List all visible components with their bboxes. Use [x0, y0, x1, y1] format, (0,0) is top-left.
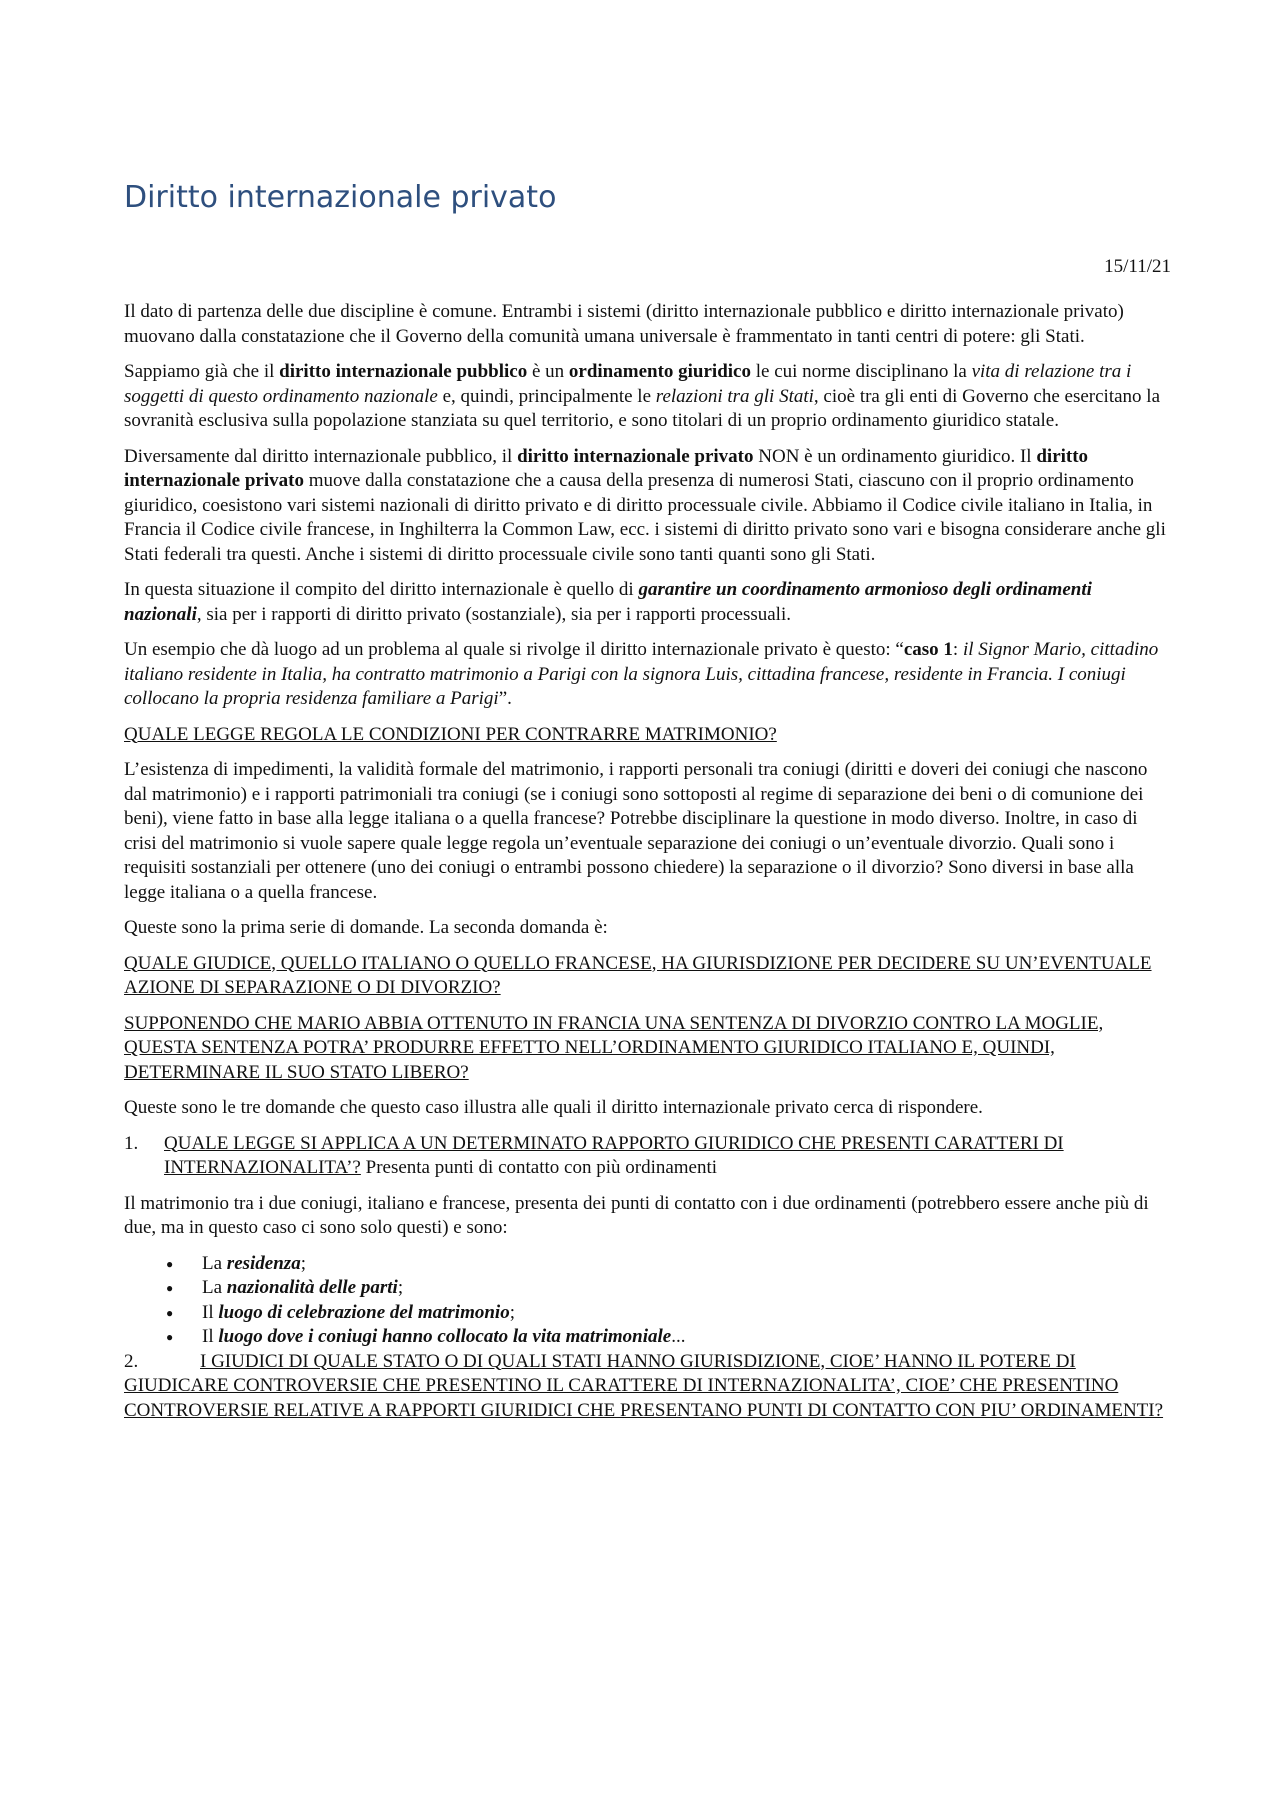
- list-item: ● Il luogo di celebrazione del matrimonio;: [166, 1301, 1172, 1326]
- paragraph-contact-points: Il matrimonio tra i due coniugi, italiano e francese, presenta dei punti di contatto con i due ordinamenti (potrebbero essere anche più di due, ma in questo caso ci sono solo questi) e sono:: [124, 1192, 1149, 1238]
- list-number: 2.: [124, 1350, 139, 1372]
- list-item: ● Il luogo dove i coniugi hanno collocato la vita matrimoniale...: [166, 1325, 1172, 1350]
- paragraph-coordination: In questa situazione il compito del diritto internazionale è quello di garantire un coordinamento armonioso degli ordinamenti nazionali, sia per i rapporti di diritto privato (sostanziale), sia per i rapporti processuali.: [124, 579, 1092, 625]
- question-heading-jurisdiction: QUALE GIUDICE, QUELLO ITALIANO O QUELLO FRANCESE, HA GIURISDIZIONE PER DECIDERE SU UN’EVENTUALE AZIONE DI SEPARAZIONE O DI DIVORZIO?: [124, 952, 1152, 998]
- paragraph-intro: Il dato di partenza delle due discipline è comune. Entrambi i sistemi (diritto internazionale pubblico e diritto internazionale privato) muovano dalla constatazione che il Governo della comunità umana universale è frammentato in tanti centri di potere: gli Stati.: [124, 301, 1124, 347]
- paragraph-second-question: Queste sono la prima serie di domande. La seconda domanda è:: [124, 917, 608, 938]
- paragraph-public-law: Sappiamo già che il diritto internazionale pubblico è un ordinamento giuridico le cui norme disciplinano la vita di relazione tra i soggetti di questo ordinamento nazionale e, quindi, principalmente le relazioni tra gli Stati, cioè tra gli enti di Governo che esercitano la sovranità esclusiva sulla popolazione stanziata su quel territorio, e sono titolari di un proprio ordinamento giuridico statale.: [124, 361, 1161, 431]
- document-title: Diritto internazionale privato: [124, 180, 557, 215]
- numbered-question-2: 2. I GIUDICI DI QUALE STATO O DI QUALI STATI HANNO GIURISDIZIONE, CIOE’ HANNO IL POTERE DI GIUDICARE CONTROVERSIE CHE PRESENTINO IL CARATTERE DI INTERNAZIONALITA’, CIOE’ CHE PRESENTINO CONTROVERSIE RELATIVE A RAPPORTI GIURIDICI CHE PRESENTANO PUNTI DI CONTATTO CON PIU’ ORDINAMENTI?: [124, 1350, 1164, 1421]
- list-item: ● La residenza;: [166, 1252, 1172, 1277]
- document-body: [124, 300, 1172, 1434]
- paragraph-private-law: Diversamente dal diritto internazionale pubblico, il diritto internazionale privato NON è un ordinamento giuridico. Il diritto internazionale privato muove dalla constatazione che a causa della presenza di numerosi Stati, ciascuno con il proprio ordinamento giuridico, coesistono vari sistemi nazionali di diritto privato e di diritto processuale civile. Abbiamo il Codice civile italiano in Italia, in Francia il Codice civile francese, in Inghilterra la Common Law, ecc. i sistemi di diritto privato sono vari e bisogna considerare anche gli Stati federali tra questi. Anche i sistemi di diritto processuale civile sono tanti quanti sono gli Stati.: [124, 445, 1166, 565]
- paragraph-case-1: Un esempio che dà luogo ad un problema al quale si rivolge il diritto internazionale privato è questo: “caso 1: il Signor Mario, cittadino italiano residente in Italia, ha contratto matrimonio a Parigi con la signora Luis, cittadina francese, residente in Francia. I coniugi collocano la propria residenza familiare a Parigi”.: [124, 639, 1159, 709]
- list-number: 1.: [124, 1132, 139, 1154]
- list-item: ● La nazionalità delle parti;: [166, 1276, 1172, 1301]
- question-heading-recognition: SUPPONENDO CHE MARIO ABBIA OTTENUTO IN FRANCIA UNA SENTENZA DI DIVORZIO CONTRO LA MOGLIE, QUESTA SENTENZA POTRA’ PRODURRE EFFETTO NELL’ORDINAMENTO GIURIDICO ITALIANO E, QUINDI, DETERMINARE IL SUO STATO LIBERO?: [124, 1012, 1104, 1083]
- paragraph-three-questions: Queste sono le tre domande che questo caso illustra alle quali il diritto internazionale privato cerca di rispondere.: [124, 1097, 983, 1118]
- numbered-question-1: 1. QUALE LEGGE SI APPLICA A UN DETERMINATO RAPPORTO GIURIDICO CHE PRESENTI CARATTERI DI INTERNAZIONALITA’? Presenta punti di contatto con più ordinamenti: [124, 1132, 1172, 1181]
- contact-points-list: [124, 1252, 1172, 1350]
- question-heading-law: QUALE LEGGE REGOLA LE CONDIZIONI PER CONTRARRE MATRIMONIO?: [124, 723, 777, 745]
- paragraph-impediments: L’esistenza di impedimenti, la validità formale del matrimonio, i rapporti personali tra coniugi (diritti e doveri dei coniugi che nascono dal matrimonio) e i rapporti patrimoniali tra coniugi (se i coniugi sono sottoposti al regime di separazione dei beni o di comunione dei beni), viene fatto in base alla legge italiana o a quella francese? Potrebbe disciplinare la questione in modo diverso. Inoltre, in caso di crisi del matrimonio si vuole sapere quale legge regola un’eventuale separazione dei coniugi o un’eventuale divorzio. Quali sono i requisiti sostanziali per ottenere (uno dei coniugi o entrambi possono chiedere) la separazione o il divorzio? Sono diversi in base alla legge italiana o a quella francese.: [124, 759, 1148, 903]
- document-date: 15/11/21: [1104, 256, 1171, 277]
